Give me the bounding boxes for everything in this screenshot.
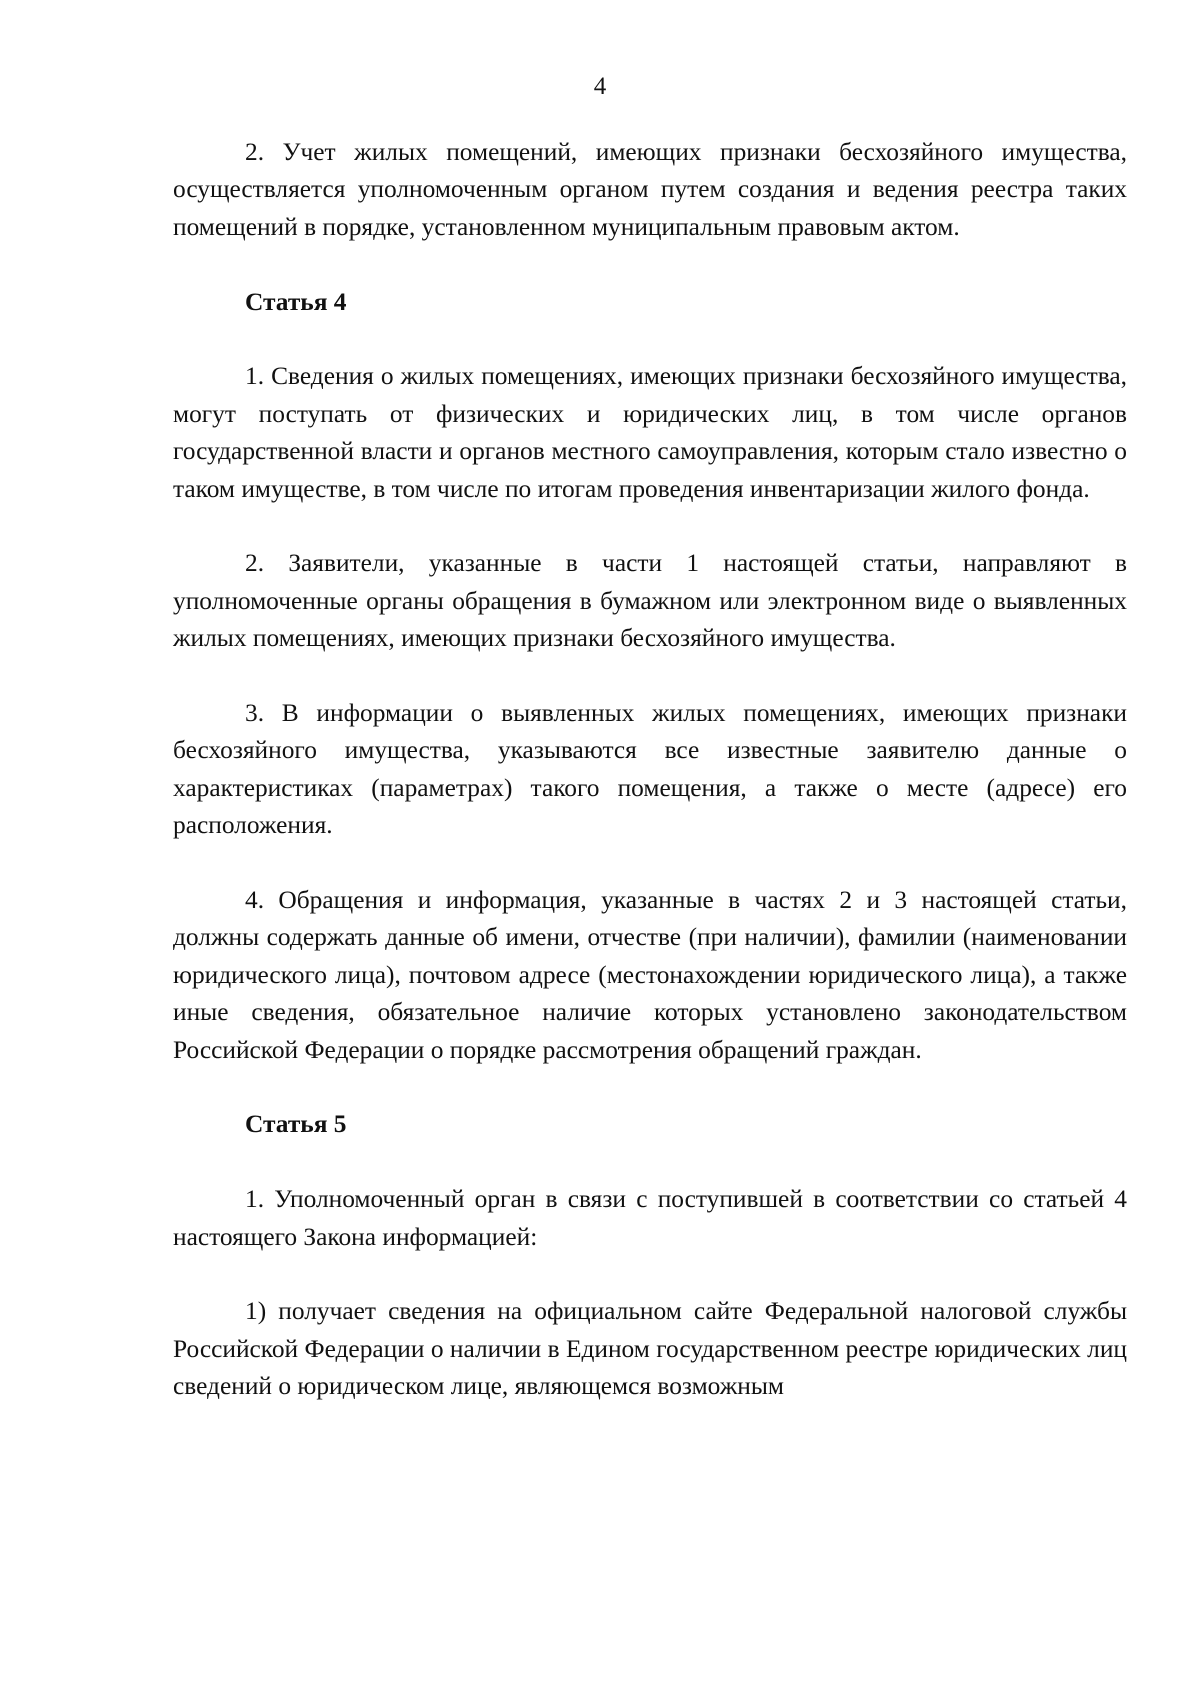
- spacer: [173, 1144, 1127, 1181]
- spacer: [173, 1256, 1127, 1293]
- spacer: [173, 508, 1127, 545]
- spacer: [173, 321, 1127, 358]
- article-4-part-1: 1. Сведения о жилых помещениях, имеющих признаки бесхозяйного имущества, могут поступать от физических и юридических лиц, в том числе органов государственной власти и органов местного самоуправления, которым стало известно о таком имуществе, в том числе по итогам проведения инвентаризации жилого фонда.: [173, 362, 1127, 503]
- spacer: [173, 845, 1127, 882]
- article-3-part-2: 2. Учет жилых помещений, имеющих признаки бесхозяйного имущества, осуществляется уполномоченным органом путем создания и ведения реестра таких помещений в порядке, установленном муниципальным правовым актом.: [173, 138, 1127, 241]
- spacer: [173, 246, 1127, 283]
- article-4-part-4: 4. Обращения и информация, указанные в частях 2 и 3 настоящей статьи, должны содержать данные об имени, отчестве (при наличии), фамилии (наименовании юридического лица), почтовом адресе (местонахождении юридического лица), а также иные сведения, обязательное наличие которых установлено законодательством Российской Федерации о порядке рассмотрения обращений граждан.: [173, 886, 1127, 1064]
- article-4-heading: Статья 4: [245, 287, 347, 316]
- article-4-part-3: 3. В информации о выявленных жилых помещениях, имеющих признаки бесхозяйного имущества, указываются все известные заявителю данные о характеристиках (параметрах) такого помещения, а также о месте (адресе) его расположения.: [173, 699, 1127, 840]
- article-4-part-2: 2. Заявители, указанные в части 1 настоящей статьи, направляют в уполномоченные органы обращения в бумажном или электронном виде о выявленных жилых помещениях, имеющих признаки бесхозяйного имущества.: [173, 549, 1127, 653]
- article-5-heading: Статья 5: [245, 1110, 347, 1139]
- spacer: [173, 658, 1127, 695]
- article-5-part-1: 1. Уполномоченный орган в связи с поступившей в соответствии со статьей 4 настоящего Закона информацией:: [173, 1185, 1127, 1251]
- article-5-part-1-item-1: 1) получает сведения на официальном сайте Федеральной налоговой службы Российской Федерации о наличии в Едином государственном реестре юридических лиц сведений о юридическом лице, являющемся возможным: [173, 1297, 1127, 1401]
- spacer: [173, 1069, 1127, 1106]
- document-body: [173, 134, 1127, 1406]
- page-number: 4: [593, 73, 607, 100]
